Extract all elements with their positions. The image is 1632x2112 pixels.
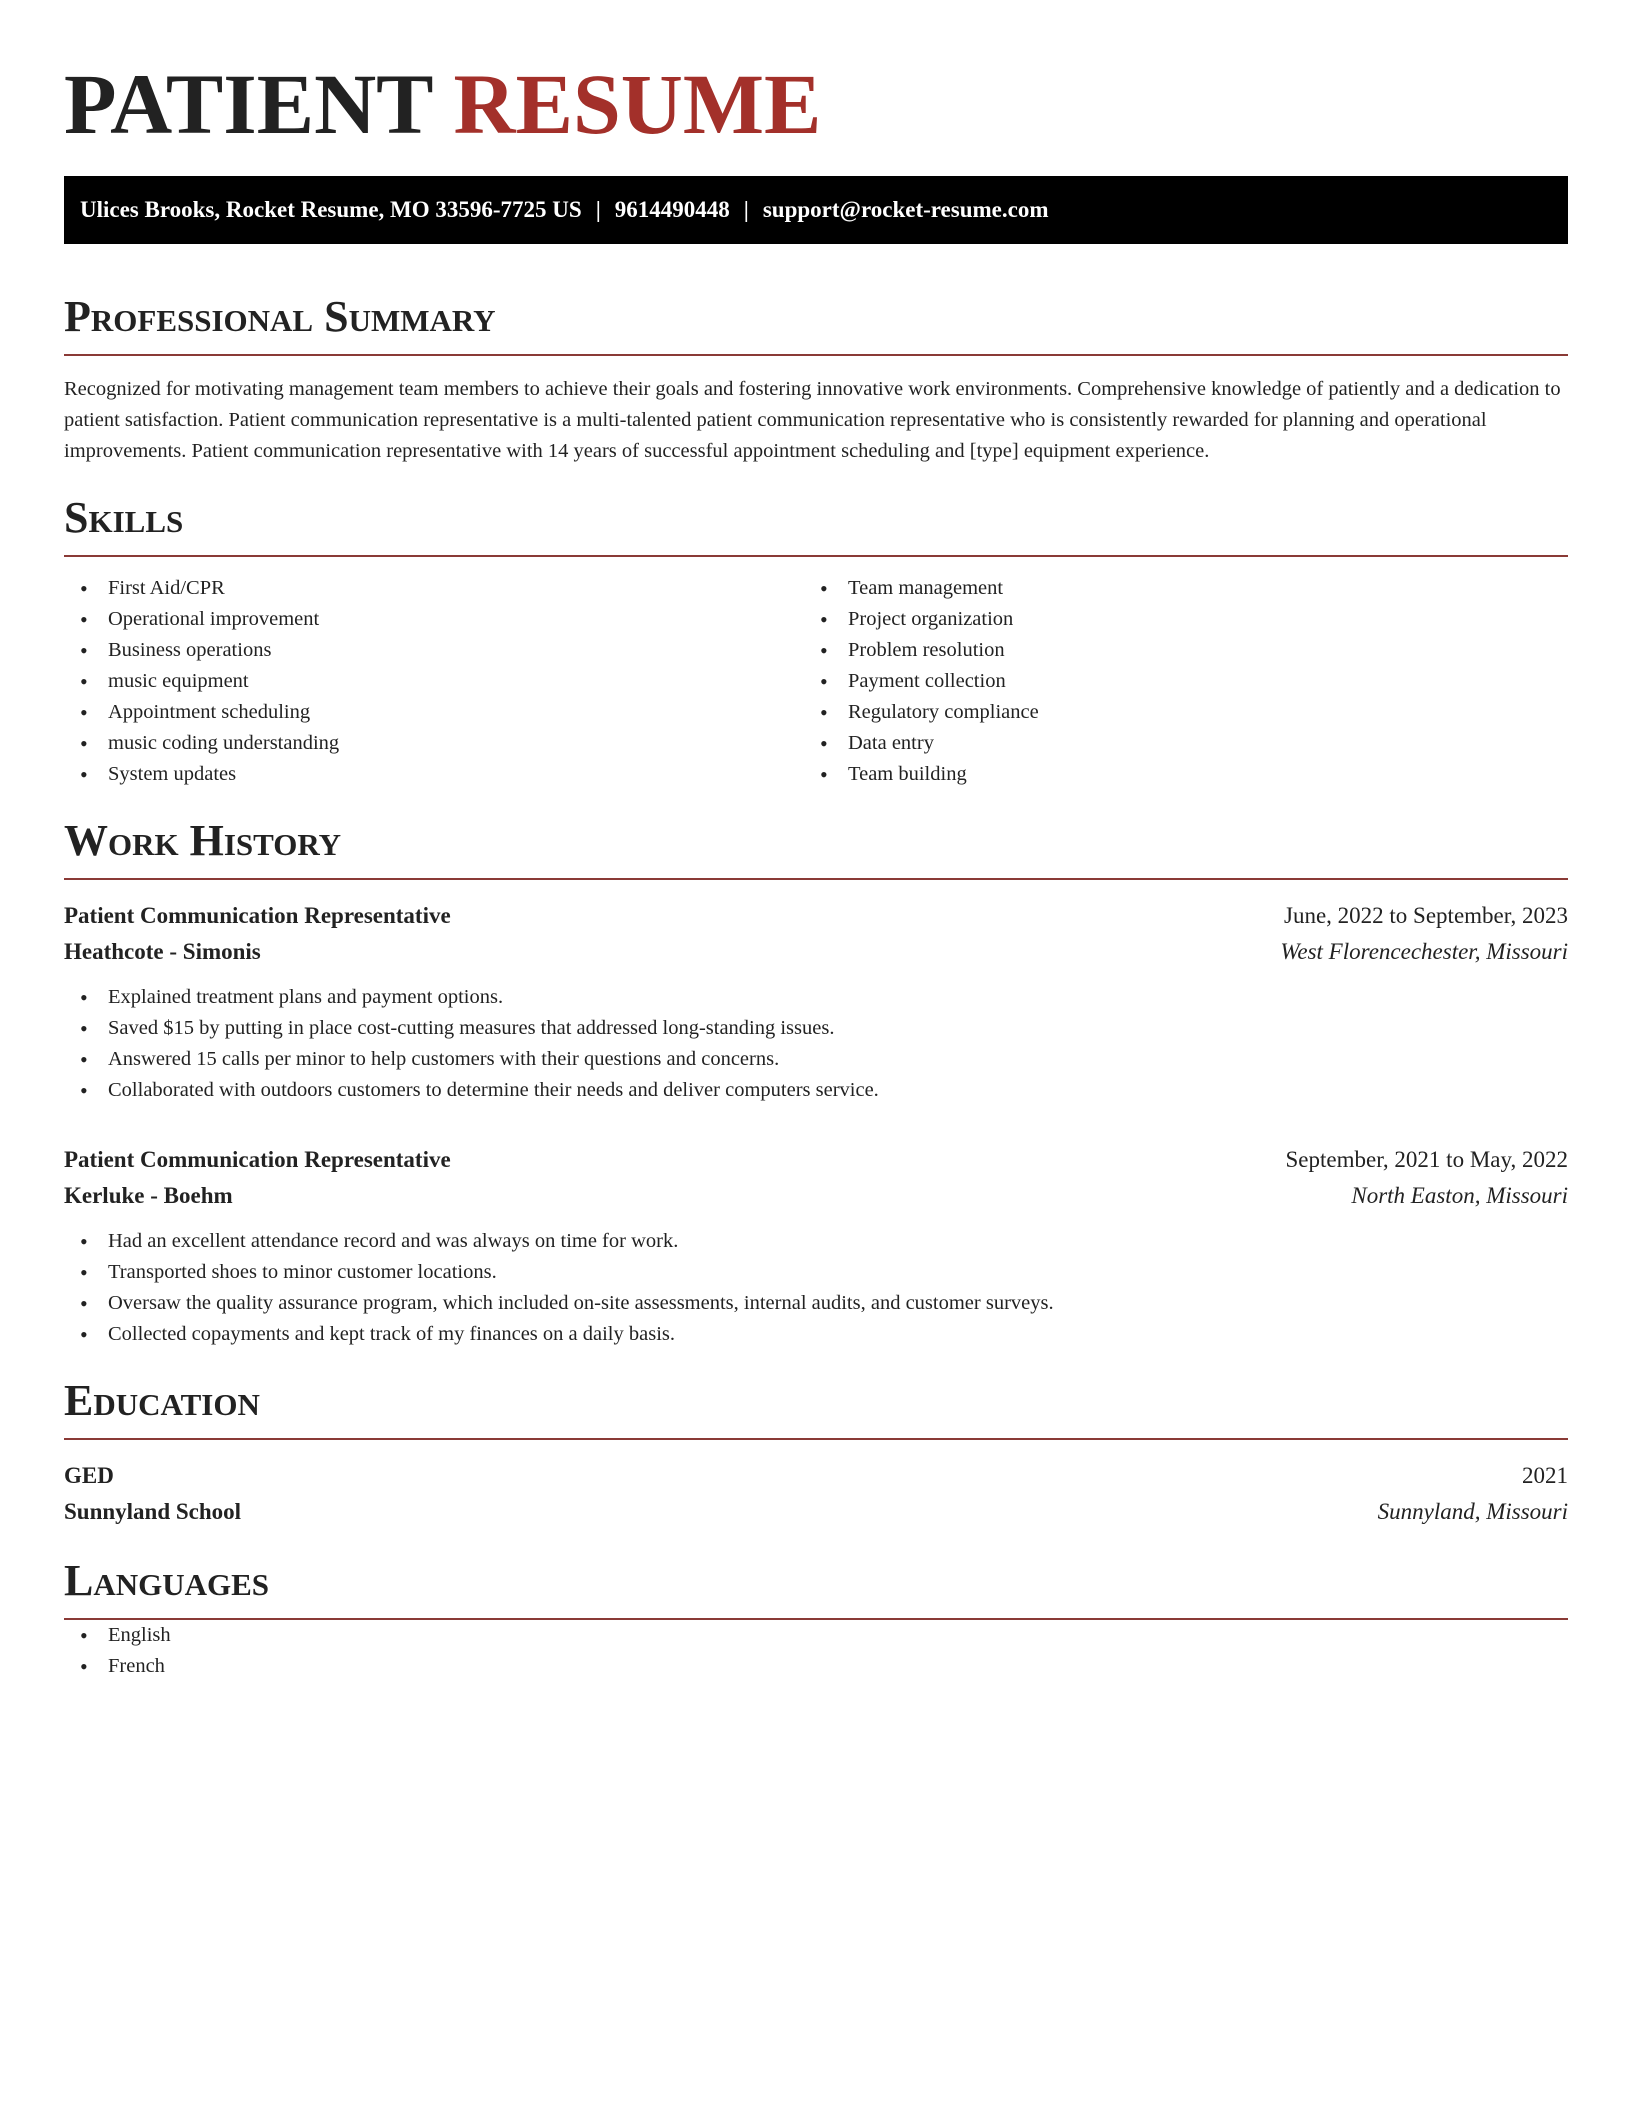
education-entry [64,1458,1568,1530]
job-title: Patient Communication Representative [64,903,451,928]
skill-item: • Team building [804,759,1544,790]
job-header-row [64,1142,1568,1178]
section-divider [64,354,1568,356]
language-item: • French [64,1651,1568,1682]
section-heading-education: Education [64,1376,260,1425]
job-entry [64,1142,1568,1350]
skill-item: • Data entry [804,728,1544,759]
education-section [64,1372,1568,1530]
job-company: Kerluke - Boehm [64,1183,233,1208]
education-degree: GED [64,1463,114,1488]
section-divider [64,1438,1568,1440]
skill-item: • music coding understanding [64,728,804,759]
section-heading-work-history: Work History [64,816,342,865]
job-dates: June, 2022 to September, 2023 [1284,903,1568,928]
job-duties-list [64,982,1568,1106]
resume-title [64,0,1568,176]
skill-item: • Problem resolution [804,635,1544,666]
job-dates: September, 2021 to May, 2022 [1285,1147,1568,1172]
skill-item: • Team management [804,573,1544,604]
skills-list-left [64,573,804,790]
section-heading-skills: Skills [64,493,184,542]
contact-phone: 9614490448 [614,197,730,222]
section-heading-languages: Languages [64,1556,270,1605]
job-entry [64,898,1568,1106]
languages-list [64,1620,1568,1682]
contact-address: Ulices Brooks, Rocket Resume, MO 33596-7725 US [80,197,582,222]
job-duty: • Had an excellent attendance record and was always on time for work. [64,1226,1568,1257]
job-duties-list [64,1226,1568,1350]
job-duty: • Saved $15 by putting in place cost-cutting measures that addressed long-standing issues. [64,1013,1568,1044]
summary-text: Recognized for motivating management team members to achieve their goals and fostering innovative work environments. Comprehensive knowledge of patiently and a dedication to patient satisfaction. Patient communication representative is a multi-talented patient communication representative who is consistently rewarded for planning and operational improvements. Patient communication representative with 14 years of successful appointment scheduling and [type] equipment experience. [64,378,1561,462]
job-duty: • Transported shoes to minor customer locations. [64,1257,1568,1288]
skill-item: • Payment collection [804,666,1544,697]
section-divider [64,878,1568,880]
skill-item: • Business operations [64,635,804,666]
skills-list-right [804,573,1544,790]
job-title: Patient Communication Representative [64,1147,451,1172]
contact-email: support@rocket-resume.com [762,197,1049,222]
job-company-row [64,934,1568,970]
skills-section [64,489,1568,790]
job-location: West Florencechester, Missouri [1280,939,1568,964]
work-history-section [64,812,1568,1350]
job-company: Heathcote - Simonis [64,939,261,964]
skill-item: • Appointment scheduling [64,697,804,728]
contact-bar [64,176,1568,244]
job-duty: • Explained treatment plans and payment options. [64,982,1568,1013]
job-duty: • Collaborated with outdoors customers to determine their needs and deliver computers service. [64,1075,1568,1106]
skill-item: • Project organization [804,604,1544,635]
contact-separator: | [743,197,749,222]
contact-separator: | [595,197,601,222]
education-school: Sunnyland School [64,1499,242,1524]
education-header-row [64,1458,1568,1494]
professional-summary-section [64,288,1568,467]
education-school-row [64,1494,1568,1530]
title-part-patient: PATIENT [64,56,432,152]
skill-item: • First Aid/CPR [64,573,804,604]
section-heading-summary: Professional Summary [64,292,496,341]
section-divider [64,555,1568,557]
language-item: • English [64,1620,1568,1651]
education-location: Sunnyland, Missouri [1377,1499,1568,1524]
job-duty: • Answered 15 calls per minor to help customers with their questions and concerns. [64,1044,1568,1075]
skill-item: • Regulatory compliance [804,697,1544,728]
title-part-resume: RESUME [453,56,822,152]
skill-item: • Operational improvement [64,604,804,635]
skills-columns [64,573,1568,790]
job-location: North Easton, Missouri [1351,1183,1568,1208]
job-duty: • Oversaw the quality assurance program, which included on-site assessments, internal audits, and customer surveys. [64,1288,1568,1319]
languages-section [64,1552,1568,1682]
skill-item: • music equipment [64,666,804,697]
job-company-row [64,1178,1568,1214]
job-header-row [64,898,1568,934]
job-duty: • Collected copayments and kept track of my finances on a daily basis. [64,1319,1568,1350]
skill-item: • System updates [64,759,804,790]
education-year: 2021 [1522,1463,1568,1488]
